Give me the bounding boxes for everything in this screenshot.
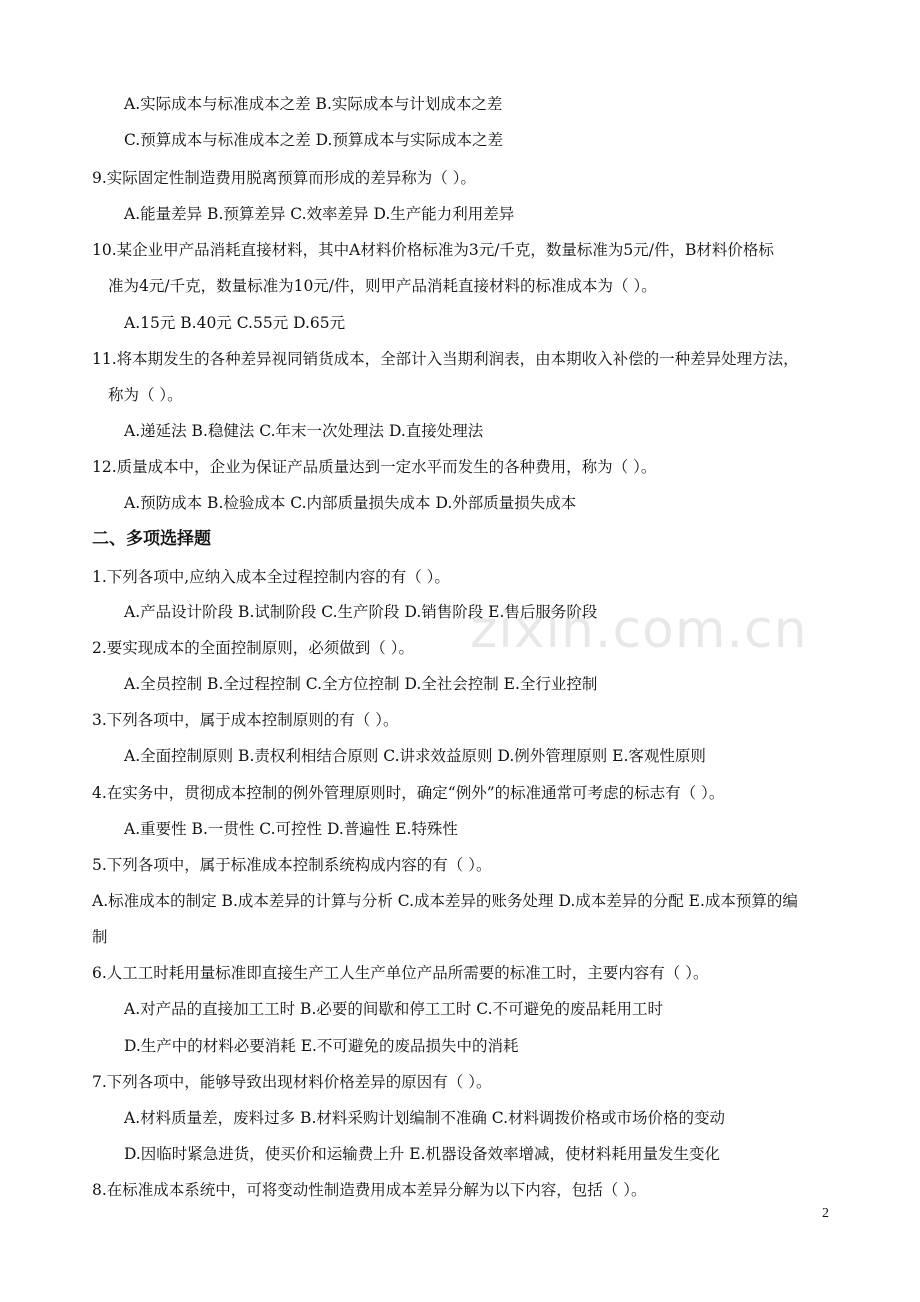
page-number: 2 (822, 1206, 829, 1221)
question-10: 10.某企业甲产品消耗直接材料，其中A材料价格标准为3元/千克，数量标准为5元/件，B材料价格标 (92, 241, 774, 259)
mc-question-7-options: A.材料质量差，废料过多 B.材料采购计划编制不准确 C.材料调拨价格或市场价格的变动 (124, 1109, 726, 1127)
section-heading: 二、多项选择题 (92, 529, 211, 549)
mc-question-3: 3.下列各项中，属于成本控制原则的有（ ）。 (92, 711, 399, 729)
mc-question-5-options: A.标准成本的制定 B.成本差异的计算与分析 C.成本差异的账务处理 D.成本差异的分配 E.成本预算的编 (92, 892, 798, 910)
question-9-options: A.能量差异 B.预算差异 C.效率差异 D.生产能力利用差异 (124, 205, 515, 223)
mc-question-1-options: A.产品设计阶段 B.试制阶段 C.生产阶段 D.销售阶段 E.售后服务阶段 (124, 603, 598, 621)
mc-question-1: 1.下列各项中,应纳入成本全过程控制内容的有（ ）。 (92, 568, 450, 586)
mc-question-6-options: A.对产品的直接加工工时 B.必要的间歇和停工工时 C.不可避免的废品耗用工时 (124, 1000, 664, 1018)
question-11-options: A.递延法 B.稳健法 C.年末一次处理法 D.直接处理法 (124, 422, 484, 440)
mc-question-5: 5.下列各项中，属于标准成本控制系统构成内容的有（ ）。 (92, 856, 492, 874)
question-11: 11.将本期发生的各种差异视同销货成本，全部计入当期利润表，由本期收入补偿的一种差异处理方法， (92, 350, 799, 368)
question-12-options: A.预防成本 B.检验成本 C.内部质量损失成本 D.外部质量损失成本 (124, 494, 577, 512)
mc-question-5-options-cont: 制 (92, 928, 108, 946)
question-10-options: A.15元 B.40元 C.55元 D.65元 (124, 314, 346, 332)
option-line-1: A.实际成本与标准成本之差 B.实际成本与计划成本之差 (124, 95, 503, 113)
question-9: 9.实际固定性制造费用脱离预算而形成的差异称为（ ）。 (92, 169, 476, 187)
mc-question-2: 2.要实现成本的全面控制原则，必须做到（ ）。 (92, 639, 414, 657)
option-line-2: C.预算成本与标准成本之差 D.预算成本与实际成本之差 (124, 131, 503, 149)
watermark: zixin.com.cn (470, 600, 808, 660)
mc-question-4: 4.在实务中，贯彻成本控制的例外管理原则时，确定“例外”的标准通常可考虑的标志有（ ）。 (92, 784, 725, 802)
mc-question-6-options-cont: D.生产中的材料必要消耗 E.不可避免的废品损失中的消耗 (124, 1037, 519, 1055)
mc-question-6: 6.人工工时耗用量标准即直接生产工人生产单位产品所需要的标准工时，主要内容有（ ）。 (92, 964, 709, 982)
mc-question-8: 8.在标准成本系统中，可将变动性制造费用成本差异分解为以下内容，包括（ ）。 (92, 1181, 647, 1199)
mc-question-7: 7.下列各项中，能够导致出现材料价格差异的原因有（ ）。 (92, 1073, 492, 1091)
question-11-cont: 称为（ ）。 (108, 386, 183, 404)
mc-question-3-options: A.全面控制原则 B.责权利相结合原则 C.讲求效益原则 D.例外管理原则 E.客观性原则 (124, 747, 706, 765)
mc-question-4-options: A.重要性 B.一贯性 C.可控性 D.普遍性 E.特殊性 (124, 820, 458, 838)
question-10-cont: 准为4元/千克，数量标准为10元/件，则甲产品消耗直接材料的标准成本为（ ）。 (108, 277, 657, 295)
mc-question-7-options-cont: D.因临时紧急进货，使买价和运输费上升 E.机器设备效率增减，使材料耗用量发生变化 (124, 1145, 720, 1163)
question-12: 12.质量成本中，企业为保证产品质量达到一定水平而发生的各种费用，称为（ ）。 (92, 458, 657, 476)
mc-question-2-options: A.全员控制 B.全过程控制 C.全方位控制 D.全社会控制 E.全行业控制 (124, 675, 598, 693)
